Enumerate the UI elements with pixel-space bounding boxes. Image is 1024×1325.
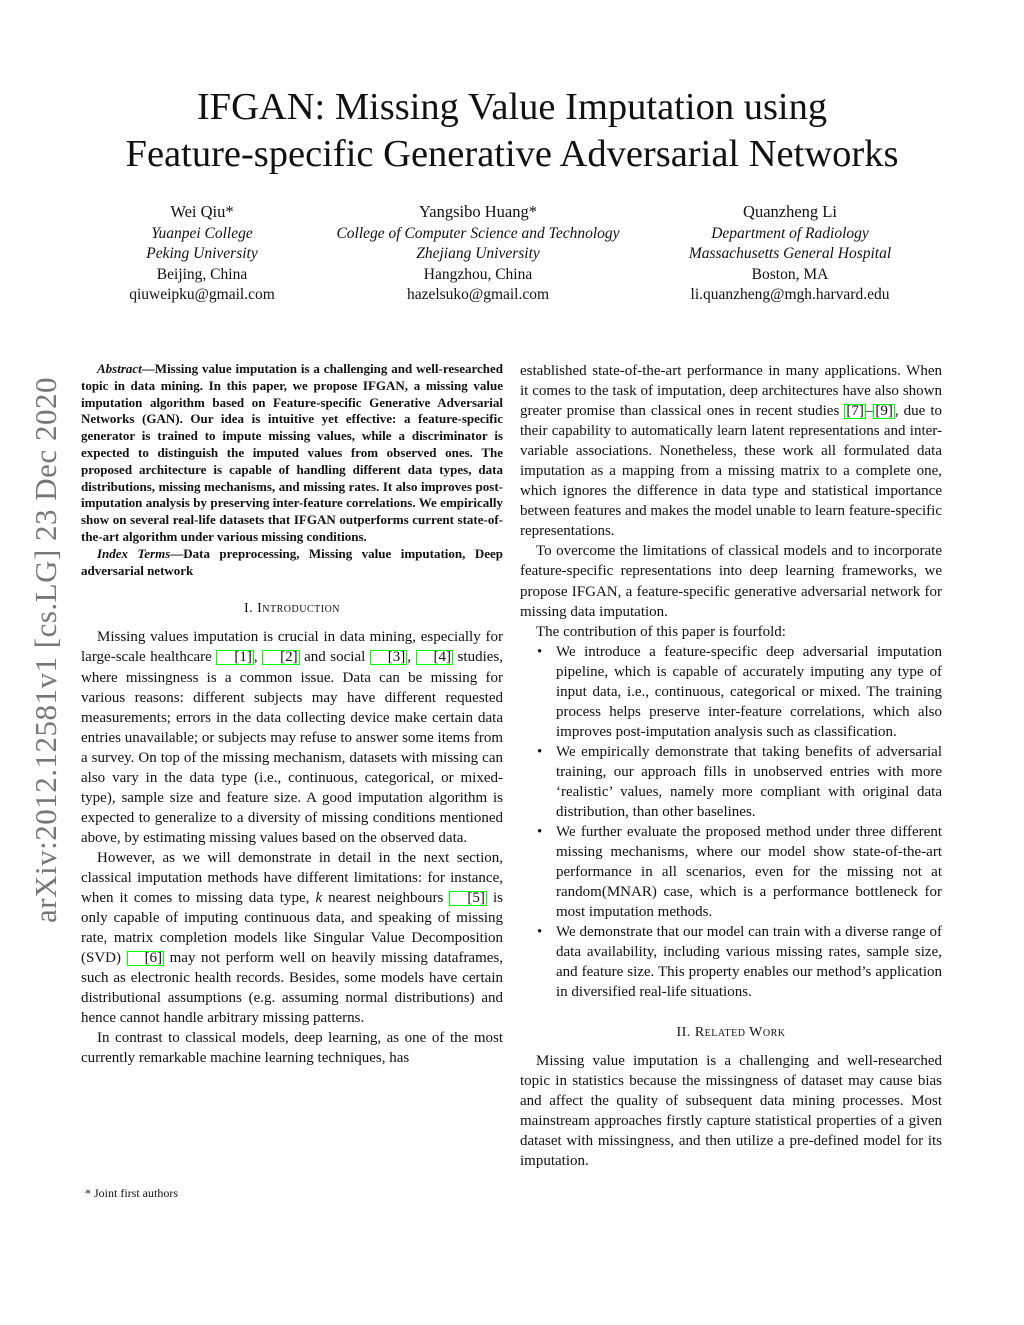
title-line-1: IFGAN: Missing Value Imputation using xyxy=(196,86,828,128)
text-run: , xyxy=(253,649,263,666)
author-2 xyxy=(336,202,619,306)
citation-link[interactable]: [6] xyxy=(127,951,165,966)
text-run: studies, where missingness is a common issue. Data can be missing for various reasons: different subjects may have different requested measurements; errors in the data collecting device make certain data entries unavailable; or subjects may refuse to answer some items from a survey. On top of the missing mechanism, datasets with missing can also vary in the data type (i.e., continuous, categorical, or mixed-type), sample size and feature size. A good imputation algorithm is expected to generalize to a diversity of missing conditions mentioned above, by estimating missing values based on the observed data. xyxy=(81,649,503,846)
index-terms xyxy=(81,546,503,580)
text-run: is only capable of imputing continuous data, and speaking of missing rate, matrix completion models like Singular Value Decomposition (SVD) xyxy=(81,890,503,967)
text-run: However, as we will demonstrate in detail in the next section, classical imputation methods have different limitations: for instance, when it comes to missing data type, xyxy=(81,849,503,907)
bullet-icon: • xyxy=(537,743,543,760)
section-number: I. xyxy=(243,601,258,617)
section-heading-introduction xyxy=(81,599,503,619)
section-title: Introduction xyxy=(257,601,341,617)
author-email: li.quanzheng@mgh.harvard.edu xyxy=(690,286,890,304)
citation-link[interactable]: [2] xyxy=(262,650,300,665)
intro-paragraph-3-continued xyxy=(520,361,942,541)
list-item-text: We empirically demonstrate that taking benefits of adversarial training, our approach fills in unobserved entries with more ‘realistic’ values, namely more compliant with original data distribution, than other baselines. xyxy=(556,743,942,821)
author-affiliation: College of Computer Science and Technology xyxy=(336,224,620,242)
abstract-text: —Missing value imputation is a challenging and well-researched topic in data mining. In this paper, we propose IFGAN, a missing value imputation algorithm based on Feature-specific Generative Adversarial Networks (GAN). Our idea is intuitive yet effective: a feature-specific generator is trained to impute missing values, while a discriminator is expected to distinguish the imputed values from observed ones. The proposed architecture is capable of handling different data types, data distributions, missing mechanisms, and missing rates. It also improves post-imputation analysis by preserving inter-feature correlations. We empirically show on several real-life datasets that IFGAN outperforms current state-of-the-art algorithm under various missing conditions. xyxy=(81,361,503,544)
text-run: Missing values imputation is crucial in data mining, especially for large-scale healthcare xyxy=(81,629,503,666)
contribution-list xyxy=(520,642,942,1003)
math-k: k xyxy=(315,890,323,907)
bullet-icon: • xyxy=(537,824,543,841)
section-number: II. xyxy=(676,1024,695,1040)
bullet-icon: • xyxy=(537,924,543,941)
author-institution: Massachusetts General Hospital xyxy=(688,245,892,263)
intro-paragraph-5: The contribution of this paper is fourfold: xyxy=(536,623,786,640)
title-line-2: Feature-specific Generative Adversarial Networks xyxy=(125,133,899,175)
list-item-text: We introduce a feature-specific deep adversarial imputation pipeline, which is capable of accurately imputing any type of input data, i.e., continuous, categorical or mixed. The training process helps preserve inter-feature correlations, which also improves post-imputation analysis such as classification. xyxy=(556,643,942,740)
list-item-text: We demonstrate that our model can train with a diverse range of data availability, including various missing rates, sample size, and feature size. This property enables our method’s application in diversified real-life situations. xyxy=(556,924,942,1001)
intro-paragraph-3: In contrast to classical models, deep learning, as one of the most currently remarkable machine learning techniques, has xyxy=(81,1030,503,1067)
bullet-icon: • xyxy=(537,643,543,660)
section-title: Related Work xyxy=(694,1024,786,1040)
author-email: qiuweipku@gmail.com xyxy=(129,286,275,304)
related-work-paragraph-1: Missing value imputation is a challenging and well-researched topic in statistics because the missingness of dataset may cause bias and affect the quality of subsequent data mining processes. Most mainstream approaches firstly capture statistical properties of a given dataset with missingness, and then utilize a pre-defined model for its imputation. xyxy=(520,1052,942,1169)
author-name: Wei Qiu* xyxy=(170,202,234,221)
citation-link[interactable]: [3] xyxy=(370,650,408,665)
citation-link[interactable]: [7] xyxy=(846,403,864,420)
list-item-text: We further evaluate the proposed method under three different missing mechanisms, where our model show state-of-the-art performance in all scenarios, even for the missing not at random(MNAR) case, which is a performance bottleneck for most imputation methods. xyxy=(556,824,942,921)
citation-link[interactable]: [4] xyxy=(416,650,454,665)
author-name: Yangsibo Huang* xyxy=(419,202,537,221)
citation-link[interactable]: [1] xyxy=(216,650,254,665)
right-column xyxy=(520,361,942,1171)
text-run: and social xyxy=(299,649,370,666)
author-location: Boston, MA xyxy=(751,265,829,283)
text-run: , due to their capability to automatically learn latent representations and inter-variable associations. Nonetheless, these work all formulated data imputation as a mapping from a missing matrix to a complete one, which ignores the difference in data type and statistical importance between features and makes the model unable to learn feature-specific representations. xyxy=(520,403,942,540)
abstract-label: Abstract xyxy=(97,361,142,376)
list-item xyxy=(520,922,942,1002)
author-location: Hangzhou, China xyxy=(423,265,533,283)
text-run: , xyxy=(407,649,416,666)
abstract xyxy=(81,361,503,546)
intro-paragraph-2 xyxy=(81,848,503,1028)
index-terms-label: Index Terms xyxy=(97,545,171,561)
citation-link[interactable]: [5] xyxy=(449,891,487,906)
intro-paragraph-1 xyxy=(81,627,503,848)
author-email: hazelsuko@gmail.com xyxy=(406,286,550,304)
author-location: Beijing, China xyxy=(156,265,248,283)
index-terms-text: —Data preprocessing, Missing value imputation, Deep adversarial network xyxy=(81,545,503,578)
text-run: – xyxy=(865,403,874,420)
text-run: may not perform well on heavily missing dataframes, such as electronic health records. Besides, some models have certain distributional assumptions (e.g. assuming normal distributions) and hence cannot handle arbitrary missing patterns. xyxy=(81,950,504,1027)
text-run: established state-of-the-art performance in many applications. When it comes to the task of imputation, deep architectures have also shown greater promise than classical ones in recent studies xyxy=(520,363,942,420)
list-item xyxy=(520,822,942,922)
author-affiliation: Department of Radiology xyxy=(711,224,869,242)
footnote: * Joint first authors xyxy=(85,1186,178,1200)
citation-link[interactable]: [9] xyxy=(875,403,893,420)
text-run: nearest neighbours xyxy=(322,890,450,907)
list-item xyxy=(520,742,942,822)
left-column xyxy=(81,361,503,1068)
arxiv-id: arXiv:2012.12581v1 [cs.LG] 23 Dec 2020 xyxy=(28,377,63,923)
author-institution: Peking University xyxy=(146,245,258,263)
intro-paragraph-4: To overcome the limitations of classical models and to incorporate feature-specific representations into deep learning frameworks, we propose IFGAN, a feature-specific generative adversarial network for missing data imputation. xyxy=(520,543,942,620)
section-heading-related-work xyxy=(520,1023,942,1043)
author-1 xyxy=(129,202,275,306)
author-institution: Zhejiang University xyxy=(416,245,540,263)
paper-title xyxy=(0,84,1024,178)
author-name: Quanzheng Li xyxy=(743,202,837,221)
author-affiliation: Yuanpei College xyxy=(151,224,253,242)
list-item xyxy=(520,642,942,742)
author-3 xyxy=(689,202,891,306)
